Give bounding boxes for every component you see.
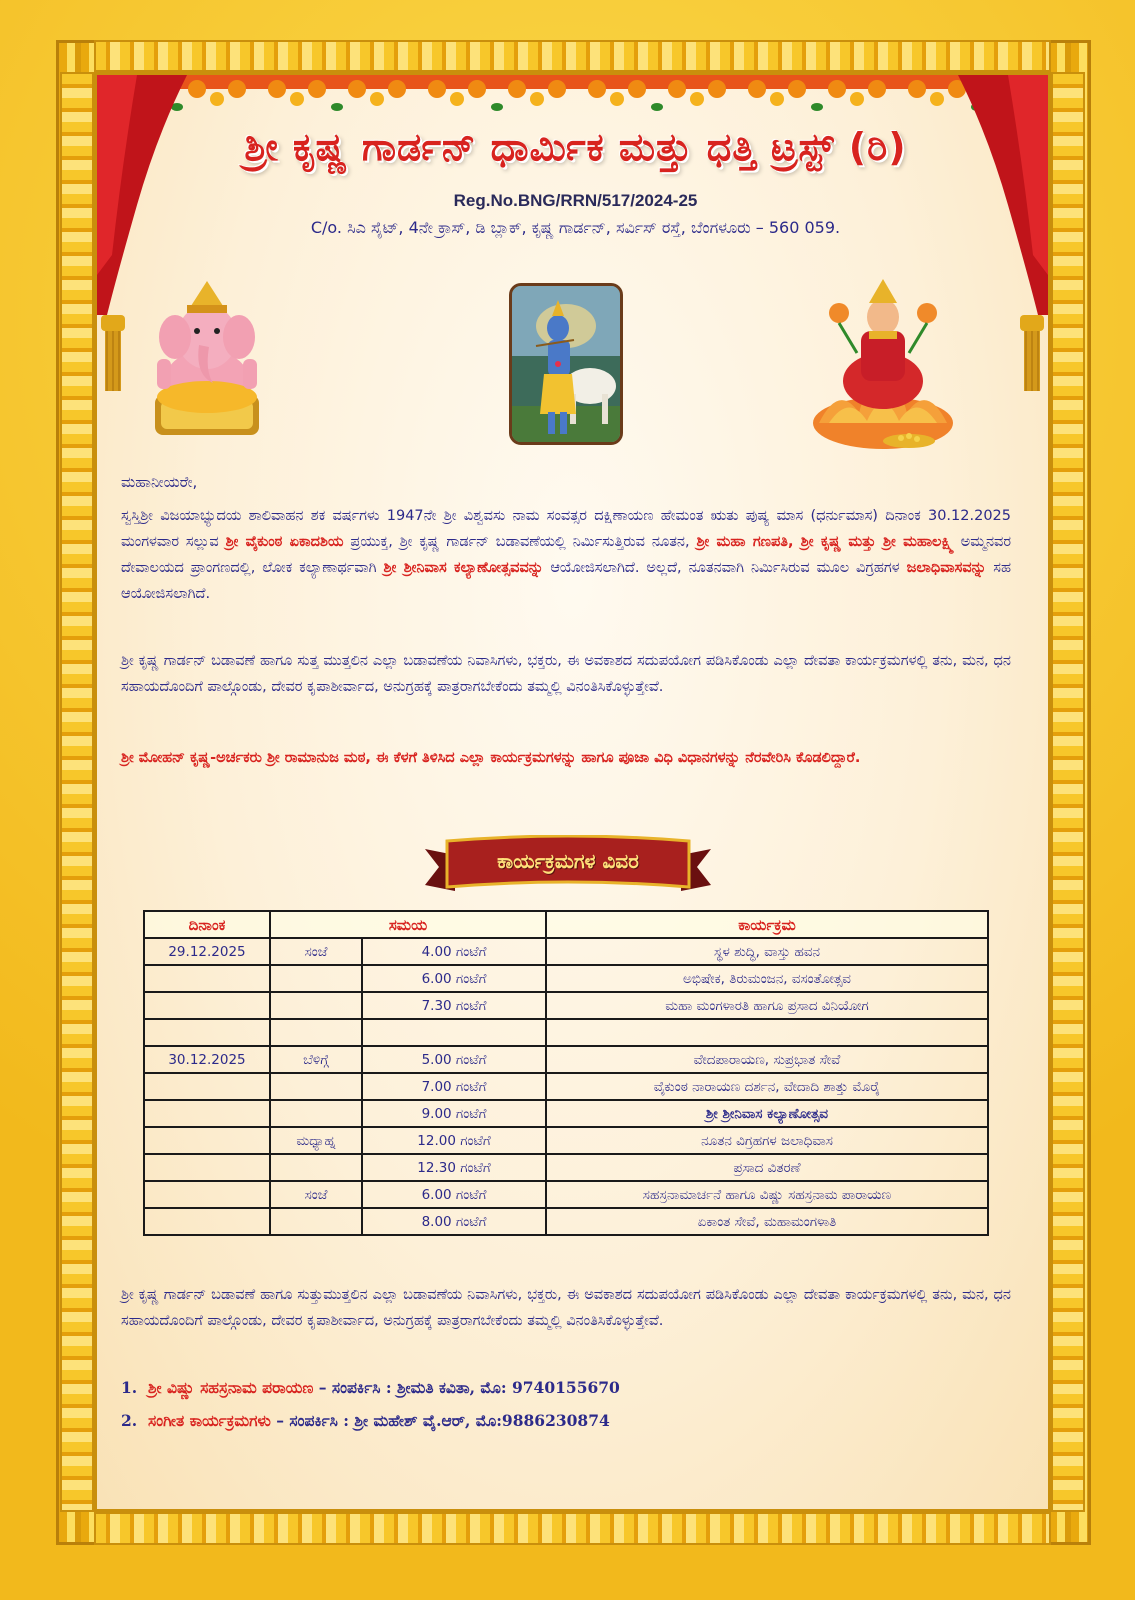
registration-number: Reg.No.BNG/RRN/517/2024-25 <box>453 191 698 210</box>
cell-time: 9.00 ಗಂಟೆಗೆ <box>362 1100 546 1127</box>
cell-time: 6.00 ಗಂಟೆಗೆ <box>362 965 546 992</box>
contact-number: 2. <box>121 1411 138 1430</box>
header-time: ಸಮಯ <box>270 911 546 938</box>
intro-highlight-4: ಜಲಾಧಿವಾಸವನ್ನು <box>906 560 987 576</box>
invitation-paragraph: ಶ್ರೀ ಕೃಷ್ಣ ಗಾರ್ಡನ್ ಬಡಾವಣೆ ಹಾಗೂ ಸುತ್ತ ಮುತ್ತಲಿನ ಎಲ್ಲಾ ಬಡಾವಣೆಯ ನಿವಾಸಿಗಳು, ಭಕ್ತರು, ಈ ಅವಕಾಶದ ಸದುಪಯೋಗ ಪಡಿಸಿಕೊಂಡು ಎಲ್ಲಾ ದೇವತಾ ಕಾರ್ಯಕ್ರಮಗಳಲ್ಲಿ ತನು, ಮನ, ಧನ ಸಹಾಯದೊಂದಿಗೆ ಪಾಲ್ಗೊಂಡು, ದೇವರ ಕೃಪಾಶೀರ್ವಾದ, ಅನುಗ್ರಹಕ್ಕೆ ಪಾತ್ರರಾಗಬೇಕೆಂದು ತಮ್ಮಲ್ಲಿ ವಿನಂತಿಸಿಕೊಳ್ಳುತ್ತೇವೆ. <box>121 653 1011 695</box>
cell-time: 8.00 ಗಂಟೆಗೆ <box>362 1208 546 1235</box>
cell-date <box>144 1019 270 1046</box>
trust-address: C/o. ಸಿಎ ಸೈಟ್, 4ನೇ ಕ್ರಾಸ್, ಡಿ ಬ್ಲಾಕ್, ಕೃಷ್ಣ ಗಾರ್ಡನ್, ಸರ್ವಿಸ್ ರಸ್ತೆ, ಬೆಂಗಳೂರು – 560 059. <box>310 218 841 237</box>
cell-program: ಸಹಸ್ರನಾಮಾರ್ಚನೆ ಹಾಗೂ ವಿಷ್ಣು ಸಹಸ್ರನಾಮ ಪಾರಾಯಣ <box>546 1181 988 1208</box>
cell-time <box>362 1019 546 1046</box>
schedule-header-row <box>144 911 988 938</box>
table-row <box>144 992 988 1019</box>
intro-highlight-1: ಶ್ರೀ ವೈಕುಂಠ ಏಕಾದಶಿಯ <box>225 534 344 550</box>
cell-session: ಸಂಜೆ <box>270 1181 362 1208</box>
cell-time: 12.00 ಗಂಟೆಗೆ <box>362 1127 546 1154</box>
cell-date: 29.12.2025 <box>144 938 270 965</box>
intro-highlight-3: ಶ್ರೀ ಶ್ರೀನಿವಾಸ ಕಲ್ಯಾಣೋತ್ಸವವನ್ನು <box>383 560 544 576</box>
cell-program: ಅಭಿಷೇಕ, ತಿರುಮಂಜನ, ವಸಂತೋತ್ಸವ <box>546 965 988 992</box>
contact-title: ಸಂಗೀತ ಕಾರ್ಯಕ್ರಮಗಳು <box>147 1411 271 1430</box>
left-decorative-strip <box>60 72 94 1512</box>
table-row <box>144 1073 988 1100</box>
cell-date <box>144 1208 270 1235</box>
intro-text-4: ಆಯೋಜಿಸಲಾಗಿದೆ. ಅಲ್ಲದೆ, ನೂತನವಾಗಿ ನಿರ್ಮಿಸಿರುವ ಮೂಲ ವಿಗ್ರಹಗಳ <box>543 560 907 576</box>
lakshmi-image <box>809 273 957 453</box>
contact-detail: – ಸಂಪರ್ಕಿಸಿ : ಶ್ರೀಮತಿ ಕವಿತಾ, ಮೊ: 9740155670 <box>313 1378 620 1397</box>
program-details-title: ಕಾರ್ಯಕ್ರಮಗಳ ವಿವರ <box>497 849 639 873</box>
bottom-decorative-strip <box>94 1512 1051 1545</box>
cell-session <box>270 1100 362 1127</box>
cell-program: ಶ್ರೀ ಶ್ರೀನಿವಾಸ ಕಲ್ಯಾಣೋತ್ಸವ <box>546 1100 988 1127</box>
table-row <box>144 1100 988 1127</box>
intro-highlight-2: ಶ್ರೀ ಮಹಾ ಗಣಪತಿ, ಶ್ರೀ ಕೃಷ್ಣ ಮತ್ತು ಶ್ರೀ ಮಹಾಲಕ್ಷ್ಮಿ <box>696 534 954 550</box>
cell-date <box>144 1127 270 1154</box>
table-row <box>144 1208 988 1235</box>
cell-program: ನೂತನ ವಿಗ್ರಹಗಳ ಜಲಾಧಿವಾಸ <box>546 1127 988 1154</box>
cell-session: ಬೆಳಿಗ್ಗೆ <box>270 1046 362 1073</box>
table-row <box>144 1181 988 1208</box>
intro-text-2: ಪ್ರಯುಕ್ತ, ಶ್ರೀ ಕೃಷ್ಣ ಗಾರ್ಡನ್ ಬಡಾವಣೆಯಲ್ಲಿ ನಿರ್ಮಿಸುತ್ತಿರುವ ನೂತನ, <box>343 534 697 550</box>
cell-session <box>270 1019 362 1046</box>
intro-text-1: ಸ್ವಸ್ತಿಶ್ರೀ ವಿಜಯಾಭ್ಯುದಯ ಶಾಲಿವಾಹನ ಶಕ ವರ್ಷಗಳು 1947ನೇ ಶ್ರೀ ವಿಶ್ವವಸು ನಾಮ ಸಂವತ್ಸರ ದಕ್ಷಿಣಾಯಣ ಹೇಮಂತ ಋತು ಪುಷ್ಯ ಮಾಸ (ಧರ್ನುಮಾಸ) ದಿನಾಂಕ 30.12.2025 ಮಂಗಳವಾರ ಸಲ್ಲುವ <box>121 508 1011 550</box>
contact-number: 1. <box>121 1378 138 1397</box>
top-decorative-strip <box>94 40 1051 72</box>
table-row <box>144 965 988 992</box>
closing-paragraph: ಶ್ರೀ ಕೃಷ್ಣ ಗಾರ್ಡನ್ ಬಡಾವಣೆ ಹಾಗೂ ಸುತ್ತುಮುತ್ತಲಿನ ಎಲ್ಲಾ ಬಡಾವಣೆಯ ನಿವಾಸಿಗಳು, ಭಕ್ತರು, ಈ ಅವಕಾಶದ ಸದುಪಯೋಗ ಪಡಿಸಿಕೊಂಡು ಎಲ್ಲಾ ದೇವತಾ ಕಾರ್ಯಕ್ರಮಗಳಲ್ಲಿ ತನು, ಮನ, ಧನ ಸಹಾಯದೊಂದಿಗೆ ಪಾಲ್ಗೊಂಡು, ದೇವರ ಕೃಪಾಶೀರ್ವಾದ, ಅನುಗ್ರಹಕ್ಕೆ ಪಾತ್ರರಾಗಬೇಕೆಂದು ತಮ್ಮಲ್ಲಿ ವಿನಂತಿಸಿಕೊಳ್ಳುತ್ತೇವೆ. <box>121 1287 1011 1329</box>
cell-program: ಸ್ಥಳ ಶುದ್ಧಿ, ವಾಸ್ತು ಹವನ <box>546 938 988 965</box>
cell-date <box>144 965 270 992</box>
cell-date <box>144 1154 270 1181</box>
cell-time: 4.00 ಗಂಟೆಗೆ <box>362 938 546 965</box>
schedule-table <box>143 910 989 1236</box>
marigold-garland <box>97 75 1051 115</box>
cell-program: ಮಹಾ ಮಂಗಳಾರತಿ ಹಾಗೂ ಪ್ರಸಾದ ವಿನಿಯೋಗ <box>546 992 988 1019</box>
header-date: ದಿನಾಂಕ <box>144 911 270 938</box>
table-row <box>144 1127 988 1154</box>
cell-date: 30.12.2025 <box>144 1046 270 1073</box>
cell-session: ಮಧ್ಯಾಹ್ನ <box>270 1127 362 1154</box>
cell-program: ಪ್ರಸಾದ ವಿತರಣೆ <box>546 1154 988 1181</box>
cell-session <box>270 1208 362 1235</box>
cell-session <box>270 1154 362 1181</box>
cell-program: ವೇದಪಾರಾಯಣ, ಸುಪ್ರಭಾತ ಸೇವೆ <box>546 1046 988 1073</box>
intro-text-3: ಅಮ್ಮನವರ ದೇವಾಲಯದ ಪ್ರಾಂಗಣದಲ್ಲಿ, ಲೋಕ ಕಲ್ಯಾಣಾರ್ಥವಾಗಿ <box>121 534 1012 576</box>
cell-session: ಸಂಜೆ <box>270 938 362 965</box>
cell-date <box>144 1073 270 1100</box>
intro-text-5: ಸಹ ಆಯೋಜಿಸಲಾಗಿದೆ. <box>121 560 1012 602</box>
cell-time: 12.30 ಗಂಟೆಗೆ <box>362 1154 546 1181</box>
intro-paragraph <box>121 503 1011 607</box>
table-row <box>144 1154 988 1181</box>
krishna-image <box>509 283 623 445</box>
ganesha-image <box>137 275 277 445</box>
header-program: ಕಾರ್ಯಕ್ರಮ <box>546 911 988 938</box>
cell-time: 6.00 ಗಂಟೆಗೆ <box>362 1181 546 1208</box>
priest-paragraph: ಶ್ರೀ ಮೋಹನ್ ಕೃಷ್ಣ-ಅರ್ಚಕರು ಶ್ರೀ ರಾಮಾನುಜ ಮಠ, ಈ ಕೆಳಗೆ ತಿಳಿಸಿದ ಎಲ್ಲಾ ಕಾರ್ಯಕ್ರಮಗಳನ್ನು ಹಾಗೂ ಪೂಜಾ ವಿಧಿ ವಿಧಾನಗಳನ್ನು ನೆರವೇರಿಸಿ ಕೊಡಲಿದ್ದಾರೆ. <box>121 750 861 766</box>
contact-item-2 <box>121 1411 1021 1431</box>
cell-date <box>144 1181 270 1208</box>
cell-session <box>270 965 362 992</box>
cell-program <box>546 1019 988 1046</box>
table-row <box>144 938 988 965</box>
contact-item-1 <box>121 1378 1021 1398</box>
table-row <box>144 1019 988 1046</box>
cell-date <box>144 1100 270 1127</box>
table-row <box>144 1046 988 1073</box>
cell-time: 5.00 ಗಂಟೆಗೆ <box>362 1046 546 1073</box>
contact-detail: – ಸಂಪರ್ಕಿಸಿ : ಶ್ರೀ ಮಹೇಶ್ ವೈ.ಆರ್, ಮೊ:9886230874 <box>270 1411 610 1430</box>
invitation-body <box>94 72 1051 1512</box>
cell-time: 7.30 ಗಂಟೆಗೆ <box>362 992 546 1019</box>
salutation: ಮಹಾನೀಯರೇ, <box>121 473 198 491</box>
cell-date <box>144 992 270 1019</box>
right-decorative-strip <box>1051 72 1085 1512</box>
trust-title: ಶ್ರೀ ಕೃಷ್ಣ ಗಾರ್ಡನ್ ಧಾರ್ಮಿಕ ಮತ್ತು ಧತ್ತಿ ಟ್ರಸ್ಟ್ (ರಿ) <box>244 125 907 169</box>
contact-title: ಶ್ರೀ ವಿಷ್ಣು ಸಹಸ್ರನಾಮ ಪರಾಯಣ <box>147 1378 314 1397</box>
cell-program: ವೈಕುಂಠ ನಾರಾಯಣ ದರ್ಶನ, ವೇದಾದಿ ಶಾತ್ತು ಮೊರೈ <box>546 1073 988 1100</box>
cell-program: ಏಕಾಂತ ಸೇವೆ, ಮಹಾಮಂಗಳಾತಿ <box>546 1208 988 1235</box>
cell-session <box>270 1073 362 1100</box>
cell-session <box>270 992 362 1019</box>
cell-time: 7.00 ಗಂಟೆಗೆ <box>362 1073 546 1100</box>
